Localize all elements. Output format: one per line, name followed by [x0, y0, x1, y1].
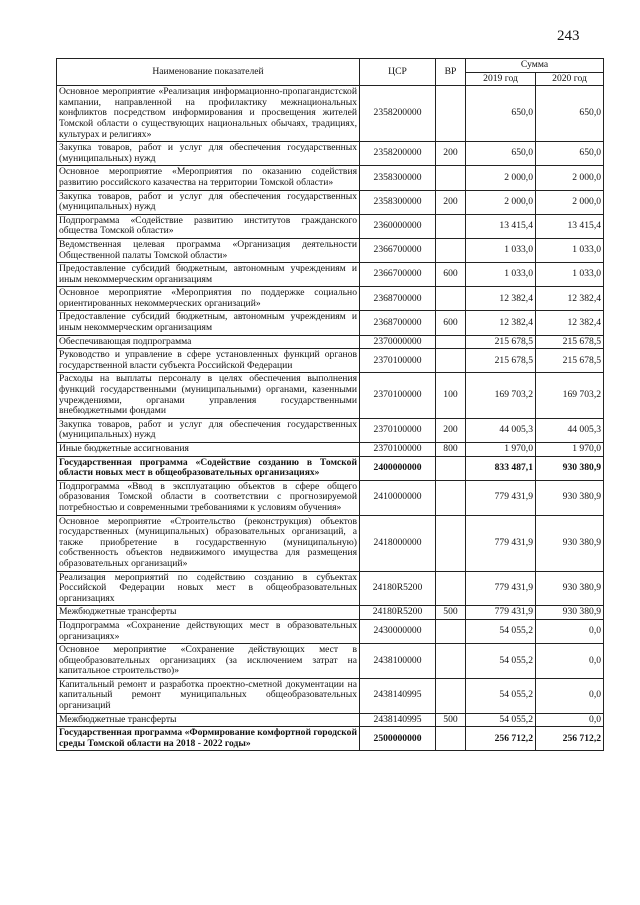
- table-body: [57, 86, 604, 751]
- row-vr: [436, 287, 466, 311]
- row-sum-2020: 256 712,2: [536, 727, 604, 751]
- row-csr: 2370100000: [360, 418, 436, 442]
- row-sum-2020: 215 678,5: [536, 349, 604, 373]
- row-vr: [436, 335, 466, 349]
- row-sum-2019: 650,0: [466, 86, 536, 142]
- table-row: [57, 238, 604, 262]
- row-sum-2019: 1 033,0: [466, 263, 536, 287]
- row-csr: 2366700000: [360, 238, 436, 262]
- row-name: Закупка товаров, работ и услуг для обеспечения государственных (муниципальных) нужд: [57, 190, 360, 214]
- row-name: Капитальный ремонт и разработка проектно-сметной документации на капитальный ремонт муниципальных общеобразовательных организаций: [57, 678, 360, 713]
- row-sum-2019: 2 000,0: [466, 190, 536, 214]
- row-vr: [436, 86, 466, 142]
- row-vr: [436, 456, 466, 480]
- row-name: Основное мероприятие «Мероприятия по оказанию содействия развитию российского казачества на территории Томской области»: [57, 166, 360, 190]
- row-vr: [436, 214, 466, 238]
- row-sum-2019: 44 005,3: [466, 418, 536, 442]
- row-sum-2019: 12 382,4: [466, 287, 536, 311]
- row-vr: [436, 727, 466, 751]
- row-csr: 2370100000: [360, 373, 436, 418]
- row-vr: 200: [436, 418, 466, 442]
- row-name: Предоставление субсидий бюджетным, автономным учреждениям и иным некоммерческим организациям: [57, 311, 360, 335]
- table-row: [57, 335, 604, 349]
- row-sum-2020: 650,0: [536, 86, 604, 142]
- table-row: [57, 571, 604, 606]
- row-csr: 2370100000: [360, 443, 436, 457]
- row-name: Основное мероприятие «Реализация информационно-пропагандистской кампании, направленной на профилактику межнациональных конфликтов посредством информирования и просвещения жителей Томской области о существующих национальных обычаях, традициях, культурах и религиях»: [57, 86, 360, 142]
- row-name: Основное мероприятие «Сохранение действующих мест в общеобразовательных организациях (за исключением затрат на капитальное строительство)»: [57, 644, 360, 679]
- row-name: Государственная программа «Формирование комфортной городской среды Томской области на 2018 - 2022 годы»: [57, 727, 360, 751]
- row-vr: [436, 480, 466, 515]
- table-row: [57, 142, 604, 166]
- row-csr: 2368700000: [360, 311, 436, 335]
- row-name: Расходы на выплаты персоналу в целях обеспечения выполнения функций государственными (муниципальными) органами, казенными учреждениями, органами управления государственными внебюджетными фондами: [57, 373, 360, 418]
- row-name: Ведомственная целевая программа «Организация деятельности Общественной палаты Томской области»: [57, 238, 360, 262]
- row-sum-2020: 1 033,0: [536, 263, 604, 287]
- table-row: [57, 713, 604, 727]
- row-name: Иные бюджетные ассигнования: [57, 443, 360, 457]
- row-vr: 800: [436, 443, 466, 457]
- row-sum-2019: 1 970,0: [466, 443, 536, 457]
- row-sum-2019: 54 055,2: [466, 644, 536, 679]
- table-row: [57, 619, 604, 643]
- row-csr: 2410000000: [360, 480, 436, 515]
- row-csr: 2370100000: [360, 349, 436, 373]
- row-sum-2020: 2 000,0: [536, 166, 604, 190]
- row-vr: [436, 166, 466, 190]
- row-sum-2020: 12 382,4: [536, 287, 604, 311]
- row-sum-2019: 256 712,2: [466, 727, 536, 751]
- table-row: [57, 443, 604, 457]
- row-vr: 200: [436, 190, 466, 214]
- row-sum-2019: 54 055,2: [466, 713, 536, 727]
- row-name: Межбюджетные трансферты: [57, 713, 360, 727]
- row-vr: [436, 644, 466, 679]
- row-sum-2020: 0,0: [536, 619, 604, 643]
- row-sum-2020: 0,0: [536, 713, 604, 727]
- row-sum-2020: 930 380,9: [536, 456, 604, 480]
- table-row: [57, 456, 604, 480]
- row-vr: [436, 238, 466, 262]
- table-row: [57, 606, 604, 620]
- row-sum-2020: 930 380,9: [536, 515, 604, 571]
- row-csr: 2370000000: [360, 335, 436, 349]
- table-row: [57, 480, 604, 515]
- row-vr: 500: [436, 713, 466, 727]
- table-row: [57, 166, 604, 190]
- row-name: Руководство и управление в сфере установленных функций органов государственной власти субъекта Российской Федерации: [57, 349, 360, 373]
- table-row: [57, 86, 604, 142]
- row-csr: 2438140995: [360, 713, 436, 727]
- row-sum-2019: 779 431,9: [466, 606, 536, 620]
- row-sum-2020: 44 005,3: [536, 418, 604, 442]
- row-sum-2019: 215 678,5: [466, 349, 536, 373]
- row-csr: 2418000000: [360, 515, 436, 571]
- header-year-2020: 2020 год: [536, 72, 604, 86]
- page-number: 243: [557, 28, 580, 44]
- row-csr: 2358300000: [360, 166, 436, 190]
- row-name: Подпрограмма «Ввод в эксплуатацию объектов в сфере общего образования Томской области в соответствии с прогнозируемой потребностью и современными требованиями к условиям обучения»: [57, 480, 360, 515]
- row-sum-2020: 13 415,4: [536, 214, 604, 238]
- row-sum-2019: 169 703,2: [466, 373, 536, 418]
- row-vr: [436, 571, 466, 606]
- row-vr: 200: [436, 142, 466, 166]
- row-vr: 500: [436, 606, 466, 620]
- row-sum-2019: 54 055,2: [466, 678, 536, 713]
- row-name: Государственная программа «Содействие созданию в Томской области новых мест в общеобразовательных организациях»: [57, 456, 360, 480]
- header-csr: ЦСР: [360, 59, 436, 86]
- row-sum-2020: 215 678,5: [536, 335, 604, 349]
- row-csr: 2368700000: [360, 287, 436, 311]
- row-sum-2019: 779 431,9: [466, 480, 536, 515]
- row-sum-2020: 650,0: [536, 142, 604, 166]
- row-vr: [436, 349, 466, 373]
- table-row: [57, 515, 604, 571]
- row-sum-2020: 12 382,4: [536, 311, 604, 335]
- row-csr: 2360000000: [360, 214, 436, 238]
- row-sum-2020: 169 703,2: [536, 373, 604, 418]
- table-row: [57, 727, 604, 751]
- row-sum-2019: 779 431,9: [466, 515, 536, 571]
- row-sum-2020: 930 380,9: [536, 571, 604, 606]
- row-sum-2020: 930 380,9: [536, 480, 604, 515]
- table-row: [57, 263, 604, 287]
- table-row: [57, 373, 604, 418]
- row-sum-2020: 930 380,9: [536, 606, 604, 620]
- row-csr: 2358200000: [360, 142, 436, 166]
- row-sum-2019: 2 000,0: [466, 166, 536, 190]
- row-sum-2020: 0,0: [536, 644, 604, 679]
- row-vr: 100: [436, 373, 466, 418]
- row-csr: 2438140995: [360, 678, 436, 713]
- row-csr: 24180R5200: [360, 571, 436, 606]
- row-csr: 2366700000: [360, 263, 436, 287]
- row-name: Подпрограмма «Сохранение действующих мест в образовательных организациях»: [57, 619, 360, 643]
- row-sum-2020: 1 033,0: [536, 238, 604, 262]
- row-vr: 600: [436, 263, 466, 287]
- row-vr: [436, 678, 466, 713]
- row-csr: 2430000000: [360, 619, 436, 643]
- table-row: [57, 287, 604, 311]
- row-sum-2020: 0,0: [536, 678, 604, 713]
- table-row: [57, 349, 604, 373]
- table-row: [57, 644, 604, 679]
- header-vr: ВР: [436, 59, 466, 86]
- row-sum-2019: 215 678,5: [466, 335, 536, 349]
- row-name: Межбюджетные трансферты: [57, 606, 360, 620]
- row-name: Подпрограмма «Содействие развитию институтов гражданского общества Томской области»: [57, 214, 360, 238]
- row-sum-2019: 13 415,4: [466, 214, 536, 238]
- row-csr: 24180R5200: [360, 606, 436, 620]
- row-csr: 2358200000: [360, 86, 436, 142]
- row-sum-2019: 12 382,4: [466, 311, 536, 335]
- row-sum-2019: 54 055,2: [466, 619, 536, 643]
- row-vr: 600: [436, 311, 466, 335]
- row-csr: 2438100000: [360, 644, 436, 679]
- row-sum-2020: 1 970,0: [536, 443, 604, 457]
- row-name: Закупка товаров, работ и услуг для обеспечения государственных (муниципальных) нужд: [57, 142, 360, 166]
- header-name: Наименование показателей: [57, 59, 360, 86]
- row-csr: 2358300000: [360, 190, 436, 214]
- row-csr: 2400000000: [360, 456, 436, 480]
- header-year-2019: 2019 год: [466, 72, 536, 86]
- row-csr: 2500000000: [360, 727, 436, 751]
- row-sum-2019: 779 431,9: [466, 571, 536, 606]
- table-row: [57, 190, 604, 214]
- row-sum-2019: 833 487,1: [466, 456, 536, 480]
- row-name: Реализация мероприятий по содействию созданию в субъектах Российской Федерации новых мест в общеобразовательных организациях: [57, 571, 360, 606]
- table-row: [57, 214, 604, 238]
- row-name: Предоставление субсидий бюджетным, автономным учреждениям и иным некоммерческим организациям: [57, 263, 360, 287]
- table-row: [57, 418, 604, 442]
- row-sum-2019: 650,0: [466, 142, 536, 166]
- budget-table: [56, 58, 604, 751]
- table-row: [57, 311, 604, 335]
- row-sum-2019: 1 033,0: [466, 238, 536, 262]
- row-vr: [436, 515, 466, 571]
- row-name: Закупка товаров, работ и услуг для обеспечения государственных (муниципальных) нужд: [57, 418, 360, 442]
- header-sum: Сумма: [466, 59, 604, 73]
- table-row: [57, 678, 604, 713]
- row-sum-2020: 2 000,0: [536, 190, 604, 214]
- row-vr: [436, 619, 466, 643]
- row-name: Основное мероприятие «Строительство (реконструкция) объектов государственных (муниципальных) образовательных организаций, а также приобретение в государственную (муниципальную) собственность объектов недвижимого имущества для размещения образовательных организаций»: [57, 515, 360, 571]
- row-name: Обеспечивающая подпрограмма: [57, 335, 360, 349]
- row-name: Основное мероприятие «Мероприятия по поддержке социально ориентированных некоммерческих организаций»: [57, 287, 360, 311]
